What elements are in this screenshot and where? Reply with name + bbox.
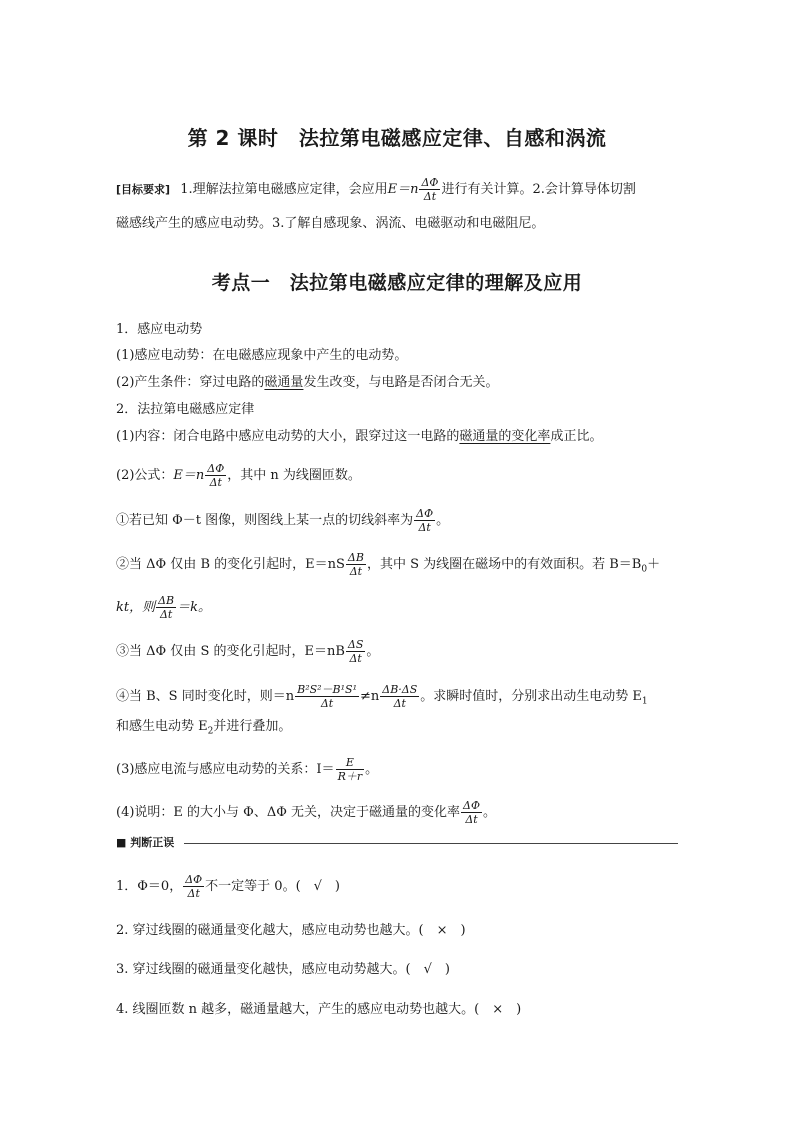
fraction: $\frac{\Delta S}{\Delta t}$ [347,638,364,665]
paragraph-5: (3)感应电流与感应电动势的关系：I＝ $\frac{E}{R+r}$ 。 [116,756,379,783]
judge-question-3: 3. 穿过线圈的磁通量变化越快，感应电动势越大。( √ ) [116,962,450,977]
judge-question-4: 4. 线圈匝数 n 越多，磁通量越大，产生的感应电动势也越大。( × ) [116,1002,522,1017]
paragraph-1: (1)感应电动势：在电磁感应现象中产生的电动势。 [116,348,408,363]
judge-label: ■ 判断正误 [116,836,175,849]
heading-2: 2．法拉第电磁感应定律 [116,402,255,417]
fraction: $\frac{\Delta B\cdot\Delta S}{\Delta t}$ [382,683,418,710]
paragraph-4: (2)公式：E＝n $\frac{\Delta\Phi}{\Delta t}$ ，其中 n 为线圈匝数。 [116,462,361,489]
fraction: $\frac{\Delta B}{\Delta t}$ [158,594,175,621]
objective-line-1: [目标要求] 1.理解法拉第电磁感应定律，会应用E＝n $\frac{\Delta\Phi}{\Delta t}$ 进行有关计算。2.会计算导体切割 [116,176,636,203]
case-2-continued: kt，则 $\frac{\Delta B}{\Delta t}$ ＝k。 [116,594,212,621]
heading-1: 1．感应电动势 [116,322,203,337]
paragraph-3: (1)内容：闭合电路中感应电动势的大小，跟穿过这一电路的磁通量的变化率成正比。 [116,429,603,444]
paragraph-6: (4)说明：E 的大小与 Φ、ΔΦ 无关，决定于磁通量的变化率 $\frac{\Delta\Phi}{\Delta t}$ 。 [116,799,496,826]
paragraph-2: (2)产生条件：穿过电路的磁通量发生改变，与电路是否闭合无关。 [116,375,499,390]
fraction: $\frac{\Delta\Phi}{\Delta t}$ [207,462,225,489]
judge-question-1: 1．Φ＝0， $\frac{\Delta\Phi}{\Delta t}$ 不一定等于 0。( √ ) [116,873,341,900]
case-4-continued: 和感生电动势 $E_2$并进行叠加。 [116,719,292,737]
objective-label: [目标要求] [116,183,171,196]
lesson-title: 第 2 课时 法拉第电磁感应定律、自感和涡流 [187,126,607,150]
fraction: $\frac{\Delta\Phi}{\Delta t}$ [421,176,439,203]
section-title: 考点一 法拉第电磁感应定律的理解及应用 [211,272,583,294]
fraction: $\frac{E}{R+r}$ [337,756,363,783]
case-4: ④当 B、S 同时变化时，则＝n $\frac{\text{B²S²－B¹S¹}}{\Delta t}$ ≠n $\frac{\Delta B\cdot\Delta S}{\Delta t}$ 。求瞬时值时，分别求出动生电动势 $E_1$ [116,683,648,710]
divider [184,843,678,844]
judge-section-header [116,834,678,854]
fraction: $\frac{\text{B²S²－B¹S¹}}{\Delta t}$ [297,683,357,710]
objective-line-2: 磁感线产生的感应电动势。3.了解自感现象、涡流、电磁驱动和电磁阻尼。 [116,216,545,231]
judge-question-2: 2. 穿过线圈的磁通量变化越大，感应电动势也越大。( × ) [116,923,466,938]
fraction: $\frac{\Delta\Phi}{\Delta t}$ [185,873,203,900]
case-3: ③当 ΔΦ 仅由 S 的变化引起时，E＝nB $\frac{\Delta S}{\Delta t}$ 。 [116,638,380,665]
case-2: ②当 ΔΦ 仅由 B 的变化引起时，E＝nS $\frac{\Delta B}{\Delta t}$ ，其中 S 为线圈在磁场中的有效面积。若 $B=B_0+$ [116,551,661,578]
fraction: $\frac{\Delta\Phi}{\Delta t}$ [416,507,434,534]
fraction: $\frac{\Delta\Phi}{\Delta t}$ [463,799,480,826]
fraction: $\frac{\Delta B}{\Delta t}$ [347,551,364,578]
case-1: ①若已知 Φ－t 图像，则图线上某一点的切线斜率为 $\frac{\Delta\Phi}{\Delta t}$ 。 [116,507,450,534]
